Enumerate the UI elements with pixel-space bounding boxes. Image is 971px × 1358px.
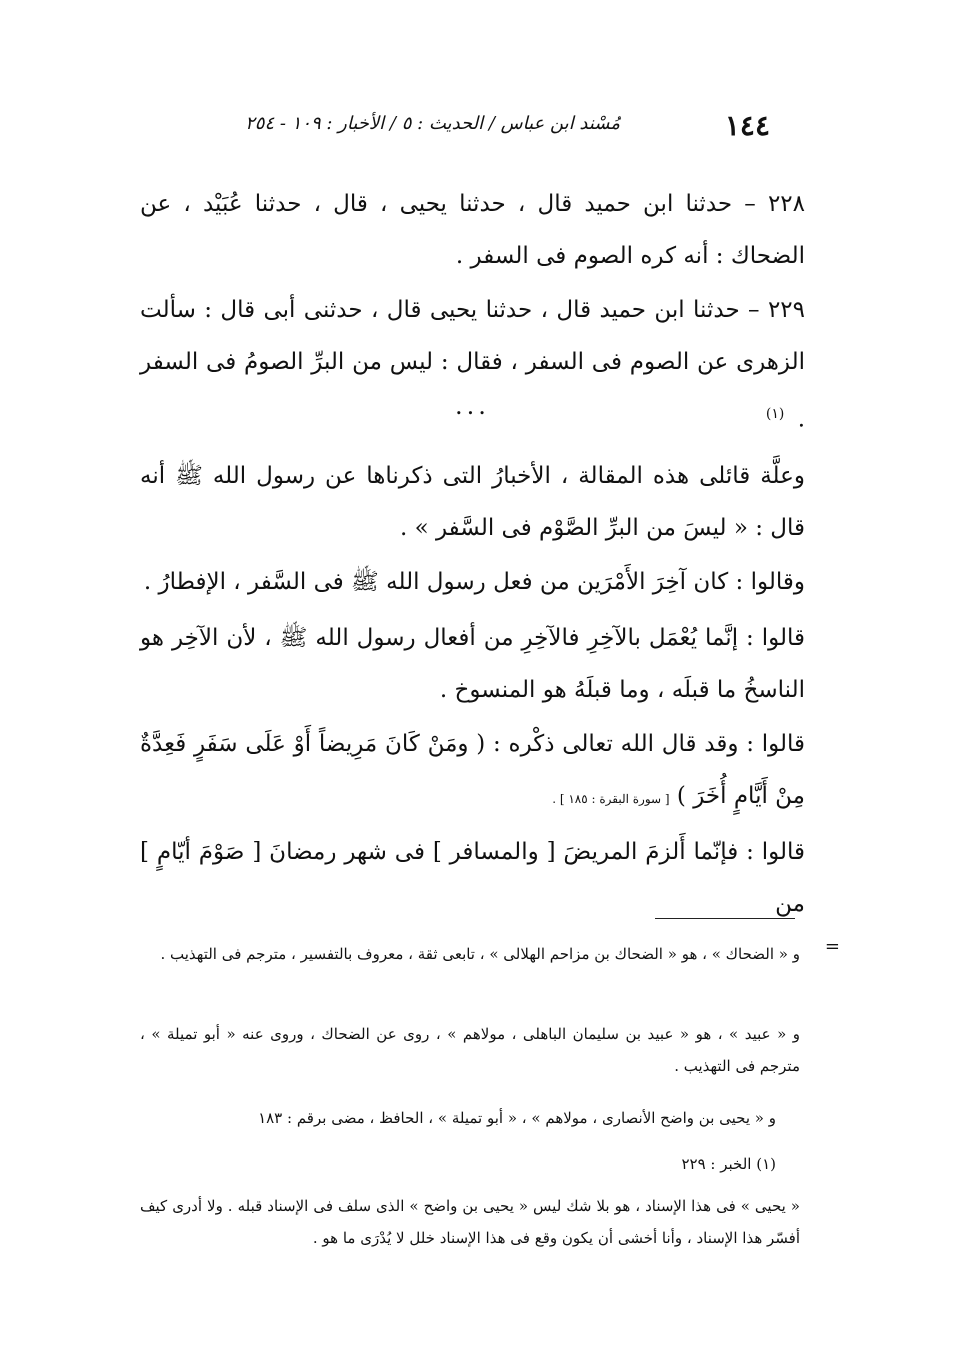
footnote-1-heading: [140, 1148, 800, 1180]
section-divider: [140, 392, 805, 420]
paragraph-qalu-2-text: قالوا : إنَّما يُعْمَل بالآخِرِ فالآخِرِ من أفعال رسول الله ﷺ ، لأن الآخِر هو الناسخُ ما قبلَه ، وما قبلَهُ هو المنسوخ .: [140, 625, 805, 703]
paragraph-qalu-3-text: قالوا : وقد قال الله تعالى ذكْره : ( ومَنْ كَانَ مَرِيضاً أَوْ عَلَى سَفَرٍ فَعِدَّةٌ مِنْ أَيَّامٍ أُخَرَ ): [140, 731, 805, 809]
page-number: ١٤٤: [724, 109, 770, 142]
paragraph-qalu-4-text: قالوا : فإنّما أَلزمَ المريضَ [ والمسافر ] فى شهر رمضانَ [ صَوْمَ أيّامٍ ] من: [140, 839, 805, 917]
ellipsis-divider: ...: [455, 392, 490, 420]
footnote-c: [140, 1102, 800, 1134]
footnote-1-text: « يحيى » فى هذا الإسناد ، هو بلا شك ليس « يحيى بن واضح » الذى سلف فى الإسناد قبله . ولا أدرى كيف أفسّر هذا الإسناد ، وأنا أخشى أن يكون وقع فى هذا الإسناد خلل لا يُدْرَى ما هو .: [140, 1197, 800, 1247]
footnote-separator: [655, 918, 795, 919]
hadith-229-text: ٢٢٩ – حدثنا ابن حميد قال ، حدثنا يحيى قال ، حدثنى أبى قال : سألت الزهرى عن الصوم فى السفر ، فقال : ليس من البرِّ الصومُ فى السفر .: [140, 297, 805, 433]
running-title: مُسْند ابن عباس / الحديث : ٥ / الأخبار : ١٠٩ - ٢٥٤: [245, 113, 620, 134]
paragraph-reason: [140, 450, 805, 554]
paragraph-reason-text: وعلَّة قائلى هذه المقالة ، الأخبارُ التى ذكرناها عن رسول الله ﷺ أنه قال : « ليسَ من البرِّ الصَّوْم فى السَّفر » .: [140, 463, 805, 541]
footnote-1-label: (١) الخبر : ٢٢٩: [681, 1155, 776, 1173]
paragraph-qalu-3: [140, 718, 805, 825]
footnote-a-text: و « الضحاك » ، هو « الضحاك بن مزاحم الهلالى » ، تابعى ثقة ، معروف بالتفسير ، مترجم فى التهذيب .: [160, 945, 800, 963]
footnote-1: [140, 1190, 800, 1254]
footnote-b-text: و « عبيد » ، هو « عبيد بن سليمان الباهلى ، مولاهم » ، روى عن الضحاك ، وروى عنه « أبو تميلة » ، مترجم فى التهذيب .: [140, 1025, 800, 1075]
continuation-mark: =: [824, 936, 840, 957]
footnote-marker-1: (١): [765, 406, 785, 422]
paragraph-qalu-4: [140, 826, 805, 930]
page-header: [140, 105, 800, 145]
hadith-228: [140, 178, 805, 282]
hadith-229: [140, 284, 805, 446]
footnote-a: [140, 936, 840, 970]
paragraph-qalu-1-text: وقالوا : كان آخِرَ الأَمْرَين من فعل رسول الله ﷺ فى السَّفر ، الإفطارُ .: [143, 569, 805, 595]
paragraph-qalu-1: [140, 556, 805, 608]
quran-reference: [ سورة البقرة : ١٨٥ ] .: [552, 792, 670, 806]
hadith-228-text: ٢٢٨ – حدثنا ابن حميد قال ، حدثنا يحيى ، قال ، حدثنا عُبَيْد ، عن الضحاك : أنه كره الصوم فى السفر .: [140, 191, 805, 269]
paragraph-qalu-2: [140, 612, 805, 716]
footnote-b: [140, 1018, 800, 1082]
footnote-c-text: و « يحيى بن واضح الأنصارى ، مولاهم » ، « أبو تميلة » ، الحافظ ، مضى برقم : ١٨٣: [258, 1109, 776, 1127]
